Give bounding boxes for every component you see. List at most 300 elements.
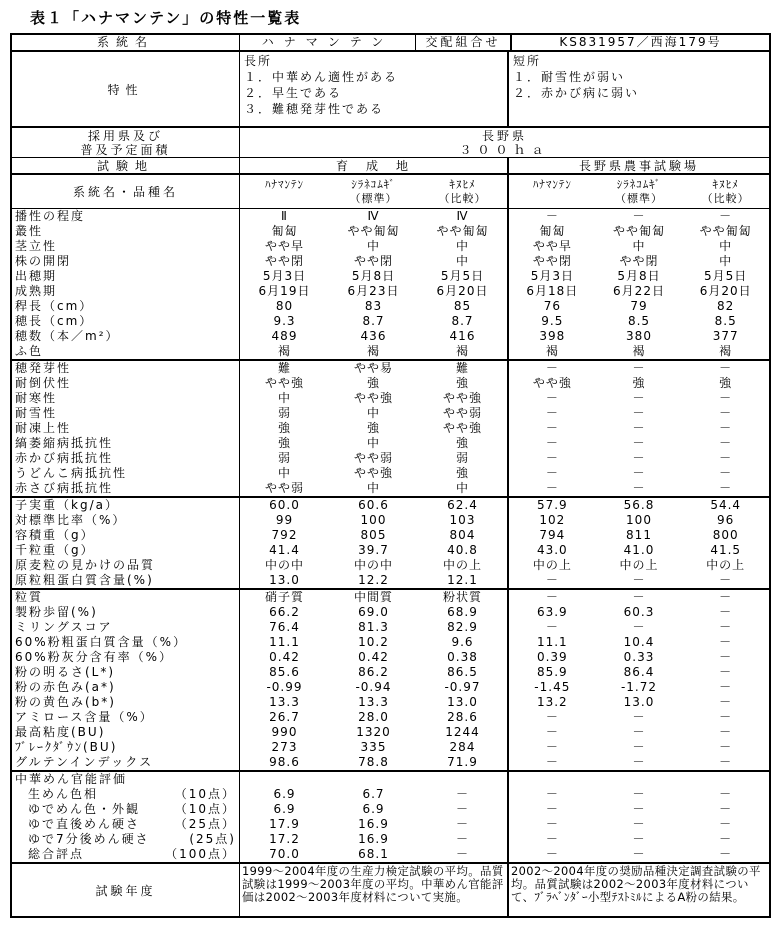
value-cell: 中の中	[353, 558, 393, 572]
value-cell: 13.0	[269, 573, 300, 587]
value-cell: やや弱	[264, 481, 304, 495]
row-label	[12, 847, 239, 862]
values-nagano-station	[507, 269, 769, 284]
values-breeding-site	[239, 361, 507, 376]
values-nagano-station	[507, 832, 769, 847]
value-cell: －	[632, 573, 646, 587]
data-sections	[12, 209, 769, 862]
value-cell: 800	[712, 528, 739, 542]
data-row	[12, 725, 769, 740]
row-label	[12, 558, 239, 573]
cross-combination-value: KS831957／西海179号	[510, 35, 769, 50]
values-nagano-station	[507, 543, 769, 558]
row-label-text: ゆで7分後めん硬さ	[28, 832, 150, 846]
value-cell: 96	[717, 513, 735, 527]
row-label-text: ﾌﾞﾚｰｸﾀﾞｳﾝ(BU)	[15, 740, 118, 754]
values-nagano-station	[507, 695, 769, 710]
row-label-text: 穂長（cm）	[15, 314, 94, 328]
value-cell	[509, 772, 596, 787]
value-cell: 86.2	[358, 665, 389, 679]
values-breeding-site	[239, 755, 507, 770]
value-cell: 76	[543, 299, 561, 313]
data-row	[12, 209, 769, 224]
data-row	[12, 314, 769, 329]
value-cell: 990	[271, 725, 298, 739]
data-row	[12, 376, 769, 391]
value-cell: －	[545, 755, 559, 769]
variety-sub: （標準）	[614, 192, 663, 205]
values-breeding-site	[239, 498, 507, 513]
row-label	[12, 650, 239, 665]
value-cell: 中	[455, 239, 469, 253]
value-cell: －	[545, 590, 559, 604]
values-nagano-station	[507, 466, 769, 481]
values-nagano-station	[507, 314, 769, 329]
row-label-text: 叢性	[15, 224, 44, 238]
row-label-text: うどんこ病抵抗性	[15, 466, 128, 480]
values-breeding-site	[239, 725, 507, 740]
value-cell: －	[545, 209, 559, 223]
value-cell: 強	[277, 436, 291, 450]
data-row	[12, 299, 769, 314]
value-cell: －	[719, 710, 733, 724]
value-cell: 0.38	[447, 650, 478, 664]
value-cell: －	[719, 466, 733, 480]
values-breeding-site	[239, 466, 507, 481]
values-breeding-site	[239, 376, 507, 391]
value-cell: 9.3	[273, 314, 296, 328]
value-cell: 8.7	[451, 314, 474, 328]
value-cell: －	[545, 725, 559, 739]
value-cell: 13.0	[623, 695, 655, 709]
value-cell: －	[455, 832, 469, 846]
values-breeding-site	[239, 543, 507, 558]
value-cell: －	[545, 361, 559, 375]
value-cell: －	[719, 406, 733, 420]
row-label	[12, 635, 239, 650]
value-cell: 273	[271, 740, 298, 754]
demerit-item: １．耐雪性が弱い	[513, 70, 626, 84]
value-cell: やや匍匐	[613, 224, 666, 238]
row-label-text: ゆでめん色・外観	[28, 802, 141, 816]
data-row	[12, 665, 769, 680]
value-cell: 9.5	[541, 314, 564, 328]
row-label-text: 原粒粗蛋白質含量(%)	[15, 573, 154, 587]
value-cell: 60.0	[269, 498, 300, 512]
value-cell: 13.3	[269, 695, 300, 709]
value-cell: 99	[275, 513, 294, 527]
value-cell: 褐	[455, 344, 469, 358]
value-cell: 5月5日	[440, 269, 485, 283]
value-cell: 8.5	[714, 314, 737, 328]
row-label	[12, 361, 239, 376]
value-cell: 86.4	[623, 665, 655, 679]
adoption-label-line1: 採用県及び	[87, 128, 163, 143]
value-cell: －	[719, 787, 733, 801]
value-cell: －	[545, 481, 559, 495]
values-nagano-station	[507, 498, 769, 513]
data-row	[12, 650, 769, 665]
value-cell: 13.3	[358, 695, 389, 709]
row-label	[12, 590, 239, 605]
value-cell: 85.9	[536, 665, 568, 679]
value-cell: やや匍匐	[699, 224, 752, 238]
value-cell: －	[632, 755, 646, 769]
row-label	[12, 466, 239, 481]
data-row	[12, 361, 769, 376]
value-cell: 6.9	[273, 802, 296, 816]
values-nagano-station	[507, 650, 769, 665]
values-breeding-site	[239, 451, 507, 466]
data-row	[12, 284, 769, 299]
row-label	[12, 209, 239, 224]
value-cell: －	[719, 620, 733, 634]
value-cell	[329, 772, 418, 787]
value-cell: 78.8	[358, 755, 389, 769]
merit-item: ２．早生である	[244, 86, 343, 100]
value-cell: －	[545, 817, 559, 831]
value-cell: Ⅳ	[456, 209, 469, 223]
row-label	[12, 314, 239, 329]
value-cell: －	[719, 680, 733, 694]
value-cell: 804	[449, 528, 476, 542]
value-cell: 71.9	[447, 755, 478, 769]
value-cell: 匍匐	[539, 224, 566, 238]
value-cell: 難	[455, 361, 469, 375]
demerits-cell	[507, 52, 769, 126]
values-nagano-station	[507, 665, 769, 680]
value-cell: 褐	[719, 344, 733, 358]
value-cell: 中	[719, 239, 733, 253]
value-cell: 強	[366, 376, 380, 390]
data-row	[12, 254, 769, 269]
value-cell: －	[632, 406, 646, 420]
value-cell: 377	[712, 329, 739, 343]
row-label	[12, 755, 239, 770]
data-row	[12, 224, 769, 239]
variety-sub	[509, 192, 596, 205]
row-label	[12, 481, 239, 496]
value-cell: 62.4	[447, 498, 478, 512]
row-label	[12, 391, 239, 406]
variety-label: 系統名・品種名	[72, 185, 178, 199]
value-cell: －	[719, 481, 733, 495]
variety-name: ｼﾗﾈｺﾑｷﾞ	[616, 178, 662, 191]
value-cell: 70.0	[269, 847, 300, 861]
value-cell: 436	[360, 329, 387, 343]
value-cell: 5月3日	[530, 269, 574, 283]
value-cell: 335	[360, 740, 387, 754]
row-label-text: 容積重（g）	[15, 528, 95, 542]
value-cell: 中	[455, 481, 469, 495]
value-cell: 82	[717, 299, 735, 313]
row-label	[12, 740, 239, 755]
row-label	[12, 406, 239, 421]
value-cell: 85.6	[269, 665, 300, 679]
row-label-text: 耐凍上性	[15, 421, 72, 435]
value-cell: 28.0	[358, 710, 389, 724]
row-label	[12, 254, 239, 269]
data-row	[12, 680, 769, 695]
data-row	[12, 635, 769, 650]
value-cell: －	[545, 740, 559, 754]
values-breeding-site	[239, 344, 507, 359]
value-cell: －	[719, 209, 733, 223]
value-cell: 8.7	[362, 314, 385, 328]
value-cell: －	[719, 590, 733, 604]
values-nagano-station	[507, 376, 769, 391]
value-cell: やや易	[353, 361, 393, 375]
test-site-label: 試験地	[96, 158, 154, 173]
data-row	[12, 573, 769, 588]
value-cell: 5月8日	[617, 269, 661, 283]
value-cell: 17.2	[269, 832, 300, 846]
value-cell: 1320	[356, 725, 391, 739]
variety-name: ｷﾇﾋﾒ	[449, 178, 476, 191]
value-cell: 硝子質	[264, 590, 304, 604]
values-breeding-site	[239, 391, 507, 406]
value-cell: －	[719, 802, 733, 816]
values-breeding-site	[239, 695, 507, 710]
value-cell: やや強	[353, 391, 393, 405]
value-cell: 弱	[277, 451, 291, 465]
value-cell: 強	[719, 376, 733, 390]
value-cell: 76.4	[269, 620, 300, 634]
values-breeding-site	[239, 772, 507, 787]
value-cell: 60.3	[623, 605, 655, 619]
value-cell: やや匍匐	[436, 224, 489, 238]
values-breeding-site	[239, 787, 507, 802]
merit-item: ３．難穂発芽性である	[244, 102, 385, 116]
test-site-left: 育 成 地	[239, 158, 507, 173]
value-cell: やや早	[264, 239, 304, 253]
values-breeding-site	[239, 224, 507, 239]
value-cell: －	[719, 755, 733, 769]
data-row	[12, 558, 769, 573]
row-label	[12, 269, 239, 284]
row-label	[12, 436, 239, 451]
value-cell: －	[632, 590, 646, 604]
value-cell: －	[632, 481, 646, 495]
row-label	[12, 680, 239, 695]
value-cell: やや強	[442, 391, 482, 405]
adoption-value	[239, 128, 769, 157]
row-label	[12, 817, 239, 832]
value-cell: 17.9	[269, 817, 300, 831]
value-cell: －	[719, 361, 733, 375]
value-cell: －	[545, 787, 559, 801]
row-label-text: 生めん色相	[28, 787, 99, 801]
value-cell: 63.9	[536, 605, 568, 619]
value-cell: 380	[626, 329, 652, 343]
value-cell: 82.9	[447, 620, 478, 634]
value-cell: やや強	[353, 466, 393, 480]
row-label-text: 中華めん官能評価	[15, 772, 128, 786]
value-cell: 489	[271, 329, 298, 343]
characteristics-table	[10, 33, 771, 918]
value-cell: －	[719, 573, 733, 587]
row-label-text: 成熟期	[15, 284, 58, 298]
value-cell: 中	[366, 436, 380, 450]
values-nagano-station	[507, 680, 769, 695]
value-cell: 中	[366, 406, 380, 420]
strain-name-value: ハナマンテン	[239, 35, 415, 50]
value-cell: －	[719, 391, 733, 405]
value-cell: 匍匐	[271, 224, 298, 238]
merits-title: 長所	[244, 54, 273, 68]
value-cell: －	[719, 451, 733, 465]
values-breeding-site	[239, 832, 507, 847]
variety-columns-left	[239, 175, 507, 208]
adoption-label-line2: 普及予定面積	[80, 142, 171, 157]
value-cell: 98.6	[269, 755, 300, 769]
values-breeding-site	[239, 406, 507, 421]
values-nagano-station	[507, 239, 769, 254]
value-cell: 39.7	[358, 543, 389, 557]
value-cell: 284	[449, 740, 476, 754]
values-breeding-site	[239, 481, 507, 496]
row-label-text: 穂発芽性	[15, 361, 72, 375]
value-cell: 中	[277, 466, 291, 480]
value-cell: 0.42	[358, 650, 389, 664]
data-row	[12, 421, 769, 436]
value-cell: 79	[630, 299, 648, 313]
value-cell: －	[632, 451, 646, 465]
value-cell: 強	[277, 421, 291, 435]
row-label-text: 出穂期	[15, 269, 58, 283]
data-row	[12, 269, 769, 284]
value-cell: 8.5	[627, 314, 651, 328]
values-nagano-station	[507, 361, 769, 376]
row-label-text: 総合評点	[28, 847, 85, 861]
value-cell: 794	[539, 528, 566, 542]
value-cell: 中	[277, 391, 291, 405]
variety-name: ｷﾇﾋﾒ	[712, 178, 739, 191]
value-cell: 強	[632, 376, 646, 390]
row-label	[12, 376, 239, 391]
value-cell: －	[632, 421, 646, 435]
data-row	[12, 620, 769, 635]
value-cell: －	[719, 832, 733, 846]
row-label	[12, 695, 239, 710]
value-cell: 10.2	[358, 635, 389, 649]
values-nagano-station	[507, 224, 769, 239]
row-label-text: 千粒重（g）	[15, 543, 95, 557]
row-label	[12, 832, 239, 847]
row-label-text: グルテンインデックス	[15, 755, 154, 769]
value-cell: 中の上	[532, 558, 572, 572]
value-cell: -1.72	[620, 680, 658, 694]
value-cell: 中	[455, 254, 469, 268]
value-cell: －	[632, 847, 646, 861]
data-row	[12, 406, 769, 421]
value-cell: 103	[449, 513, 476, 527]
value-cell: 85	[453, 299, 472, 313]
values-nagano-station	[507, 329, 769, 344]
value-cell: やや強	[264, 376, 304, 390]
values-nagano-station	[507, 209, 769, 224]
value-cell: 6.9	[362, 802, 385, 816]
values-nagano-station	[507, 573, 769, 588]
row-label-text: 最高粘度(BU)	[15, 725, 106, 739]
values-breeding-site	[239, 802, 507, 817]
adoption-prefecture: 長野県	[481, 128, 527, 143]
test-years-row	[12, 862, 769, 916]
value-cell: やや強	[532, 376, 572, 390]
value-cell: 41.0	[623, 543, 655, 557]
value-cell: －	[719, 605, 733, 619]
values-nagano-station	[507, 436, 769, 451]
value-cell: やや閉	[264, 254, 304, 268]
value-cell: －	[632, 817, 646, 831]
row-label	[12, 528, 239, 543]
value-cell: －	[545, 451, 559, 465]
value-cell: 16.9	[358, 832, 389, 846]
value-cell: 54.4	[710, 498, 742, 512]
section-0	[12, 209, 769, 359]
data-row	[12, 543, 769, 558]
value-cell: 難	[277, 361, 291, 375]
values-breeding-site	[239, 329, 507, 344]
value-cell: 6月22日	[613, 284, 665, 298]
values-breeding-site	[239, 421, 507, 436]
value-cell: 86.5	[447, 665, 478, 679]
value-cell: －	[545, 391, 559, 405]
value-cell: －	[632, 832, 646, 846]
value-cell: 9.6	[451, 635, 474, 649]
value-cell: 11.1	[269, 635, 300, 649]
row-label	[12, 299, 239, 314]
values-nagano-station	[507, 755, 769, 770]
value-cell: －	[545, 466, 559, 480]
row-label-text: 耐寒性	[15, 391, 58, 405]
value-cell: 398	[539, 329, 566, 343]
values-nagano-station	[507, 421, 769, 436]
demerits-title: 短所	[513, 54, 542, 68]
row-label	[12, 513, 239, 528]
variety-name: ﾊﾅﾏﾝﾃﾝ	[265, 178, 304, 191]
value-cell: 強	[366, 421, 380, 435]
data-row	[12, 695, 769, 710]
merits-cell	[239, 52, 507, 126]
value-cell: 中の上	[706, 558, 746, 572]
value-cell: 5月8日	[351, 269, 396, 283]
value-cell: 83	[364, 299, 383, 313]
value-cell: 100	[626, 513, 652, 527]
values-breeding-site	[239, 650, 507, 665]
values-nagano-station	[507, 528, 769, 543]
data-row	[12, 740, 769, 755]
cross-combination-label: 交配組合せ	[415, 35, 510, 50]
value-cell: －	[632, 710, 646, 724]
value-cell: 中	[366, 481, 380, 495]
data-row	[12, 329, 769, 344]
row-label	[12, 710, 239, 725]
value-cell: －	[719, 695, 733, 709]
test-years-note-right: 2002～2004年度の奨励品種決定調査試験の平均。品質試験は2002～2003年度材料について、ﾌﾞﾗﾍﾞﾝﾀﾞｰ小型ﾃｽﾄﾐﾙによるA粉の結果。	[507, 864, 769, 916]
variety-header-row	[12, 175, 769, 209]
value-cell: やや匍匐	[347, 224, 400, 238]
value-cell: 0.39	[536, 650, 568, 664]
values-nagano-station	[507, 847, 769, 862]
value-cell: －	[719, 650, 733, 664]
adoption-row	[12, 128, 769, 158]
value-cell: 中の上	[619, 558, 659, 572]
value-cell: 66.2	[269, 605, 300, 619]
data-row	[12, 466, 769, 481]
values-breeding-site	[239, 558, 507, 573]
values-breeding-site	[239, 269, 507, 284]
